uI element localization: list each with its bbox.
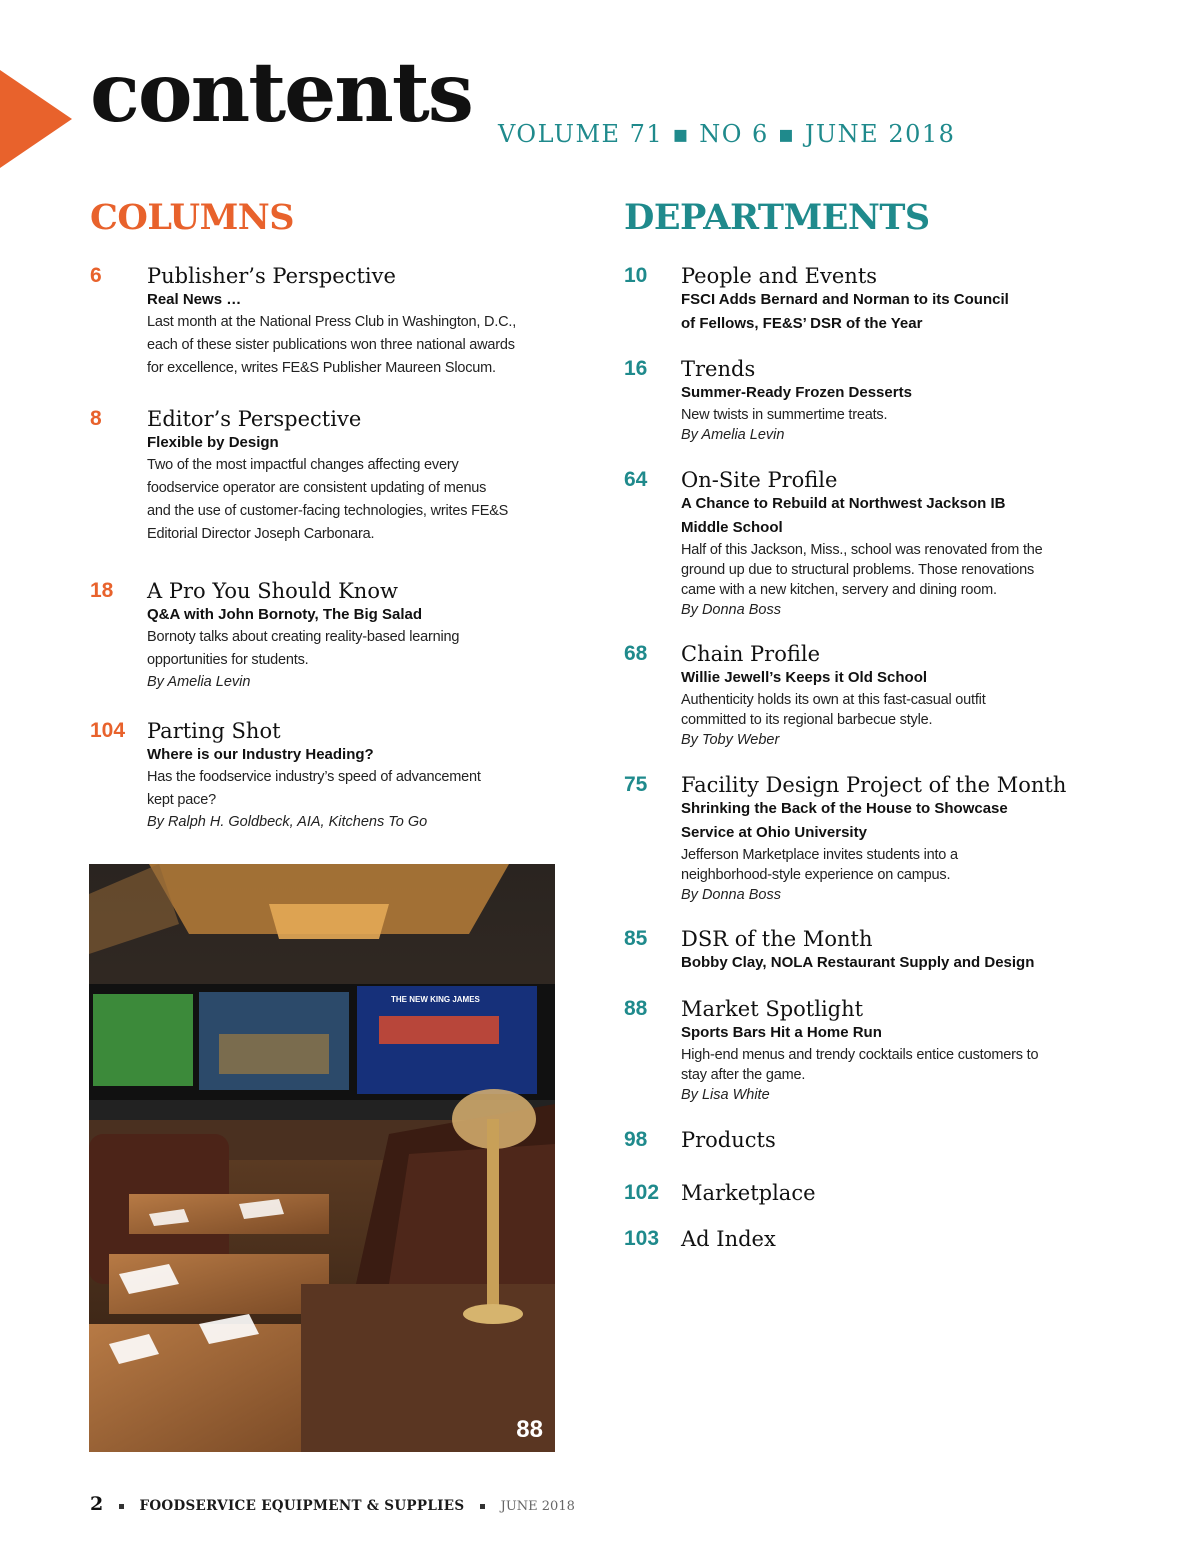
entry-title: Chain Profile (681, 642, 820, 666)
entry-description: High-end menus and trendy cocktails entice customers to stay after the game. (681, 1047, 1039, 1083)
toc-entry-products[interactable] (624, 1128, 1104, 1152)
entry-subtitle: Where is our Industry Heading? (147, 746, 374, 763)
entry-subtitle: Summer-Ready Frozen Desserts (681, 384, 912, 401)
toc-entry-publishers-perspective[interactable] (90, 264, 560, 380)
orange-triangle-marker (0, 70, 72, 168)
entry-subtitle: A Chance to Rebuild at Northwest Jackson IB Middle School (681, 495, 1006, 536)
entry-byline: By Ralph H. Goldbeck, AIA, Kitchens To Go (147, 814, 428, 830)
entry-title: A Pro You Should Know (147, 579, 398, 603)
entry-byline: By Toby Weber (681, 732, 780, 748)
screen-headline: THE NEW KING JAMES (391, 995, 480, 1004)
footer-date: JUNE 2018 (500, 1499, 575, 1514)
entry-byline: By Donna Boss (681, 602, 781, 618)
entry-byline: By Amelia Levin (681, 427, 785, 443)
page-number: 98 (624, 1128, 648, 1151)
toc-entry-chain-profile[interactable] (624, 642, 1104, 750)
entry-title: Market Spotlight (681, 997, 864, 1021)
toc-entry-trends[interactable] (624, 357, 1104, 445)
entry-description: New twists in summertime treats. (681, 407, 888, 423)
toc-entry-pro-you-should-know[interactable] (90, 579, 560, 692)
entry-title: Trends (681, 357, 756, 381)
entry-subtitle: Shrinking the Back of the House to Showcase Service at Ohio University (681, 800, 1008, 841)
columns-heading: COLUMNS (90, 197, 295, 238)
footer-separator (480, 1504, 485, 1509)
page-title: contents (90, 45, 472, 141)
footer-magazine-name: FOODSERVICE EQUIPMENT & SUPPLIES (139, 1498, 465, 1514)
entry-title: Publisher’s Perspective (147, 264, 396, 288)
page-number: 64 (624, 468, 648, 491)
entry-title: Products (681, 1128, 776, 1152)
toc-entry-ad-index[interactable] (624, 1227, 1104, 1251)
toc-entry-dsr-of-the-month[interactable] (624, 927, 1104, 975)
toc-entry-people-and-events[interactable] (624, 264, 1104, 336)
entry-description: Last month at the National Press Club in Washington, D.C., each of these sister publications won three national awards for excellence, writes FE&S Publisher Maureen Slocum. (147, 314, 517, 376)
toc-entry-editors-perspective[interactable] (90, 407, 560, 546)
entry-subtitle: Q&A with John Bornoty, The Big Salad (147, 606, 423, 623)
page-number: 104 (90, 719, 126, 742)
entry-description: Half of this Jackson, Miss., school was renovated from the ground up due to structural problems. Those renovations came with a new kitchen, servery and dining room. (681, 542, 1043, 598)
toc-entry-parting-shot[interactable] (90, 719, 560, 832)
footer-page-number: 2 (90, 1493, 104, 1515)
entry-title: Ad Index (681, 1227, 776, 1251)
toc-entry-facility-design-project[interactable] (624, 773, 1104, 905)
entry-description: Bornoty talks about creating reality-based learning opportunities for students. (147, 629, 460, 668)
entry-description: Authenticity holds its own at this fast-casual outfit committed to its regional barbecue style. (681, 692, 986, 728)
page-number: 75 (624, 773, 648, 796)
entry-subtitle: Real News … (147, 291, 242, 308)
footer-separator (119, 1504, 124, 1509)
page-number: 103 (624, 1227, 660, 1250)
entry-title: People and Events (681, 264, 878, 288)
entry-byline: By Amelia Levin (147, 674, 251, 690)
page-number: 8 (90, 407, 102, 430)
entry-subtitle: FSCI Adds Bernard and Norman to its Council of Fellows, FE&S’ DSR of the Year (681, 291, 1009, 332)
page-number: 102 (624, 1181, 660, 1204)
sports-bar-photo[interactable] (89, 864, 555, 1452)
entry-title: Marketplace (681, 1181, 816, 1205)
photo-page-badge: 88 (516, 1416, 543, 1443)
page-footer (90, 1493, 575, 1515)
page-number: 85 (624, 927, 648, 950)
page-number: 10 (624, 264, 648, 287)
entry-byline: By Donna Boss (681, 887, 781, 903)
page-number: 68 (624, 642, 648, 665)
entry-description: Jefferson Marketplace invites students into a neighborhood-style experience on campus. (681, 847, 958, 883)
toc-entry-market-spotlight[interactable] (624, 997, 1104, 1105)
toc-entry-on-site-profile[interactable] (624, 468, 1104, 620)
page-number: 18 (90, 579, 114, 602)
page-number: 16 (624, 357, 648, 380)
page-number: 88 (624, 997, 648, 1020)
entry-subtitle: Flexible by Design (147, 434, 279, 451)
entry-title: On-Site Profile (681, 468, 838, 492)
entry-title: Editor’s Perspective (147, 407, 362, 431)
entry-title: DSR of the Month (681, 927, 873, 951)
page-number: 6 (90, 264, 102, 287)
entry-subtitle: Willie Jewell’s Keeps it Old School (681, 669, 928, 686)
entry-title: Facility Design Project of the Month (681, 773, 1067, 797)
entry-description: Two of the most impactful changes affecting every foodservice operator are consistent updating of menus and the use of customer-facing technologies, writes FE&S Editorial Director Joseph Carbonara. (147, 457, 509, 542)
entry-subtitle: Sports Bars Hit a Home Run (681, 1024, 882, 1041)
sports-bar-illustration (89, 864, 555, 1452)
entry-description: Has the foodservice industry’s speed of advancement kept pace? (147, 769, 481, 808)
volume-issue-line: VOLUME 71 ▪ NO 6 ▪ JUNE 2018 (498, 120, 956, 148)
entry-byline: By Lisa White (681, 1087, 770, 1103)
departments-heading: DEPARTMENTS (624, 197, 930, 238)
toc-entry-marketplace[interactable] (624, 1181, 1104, 1205)
entry-subtitle: Bobby Clay, NOLA Restaurant Supply and Design (681, 954, 1035, 971)
entry-title: Parting Shot (147, 719, 281, 743)
